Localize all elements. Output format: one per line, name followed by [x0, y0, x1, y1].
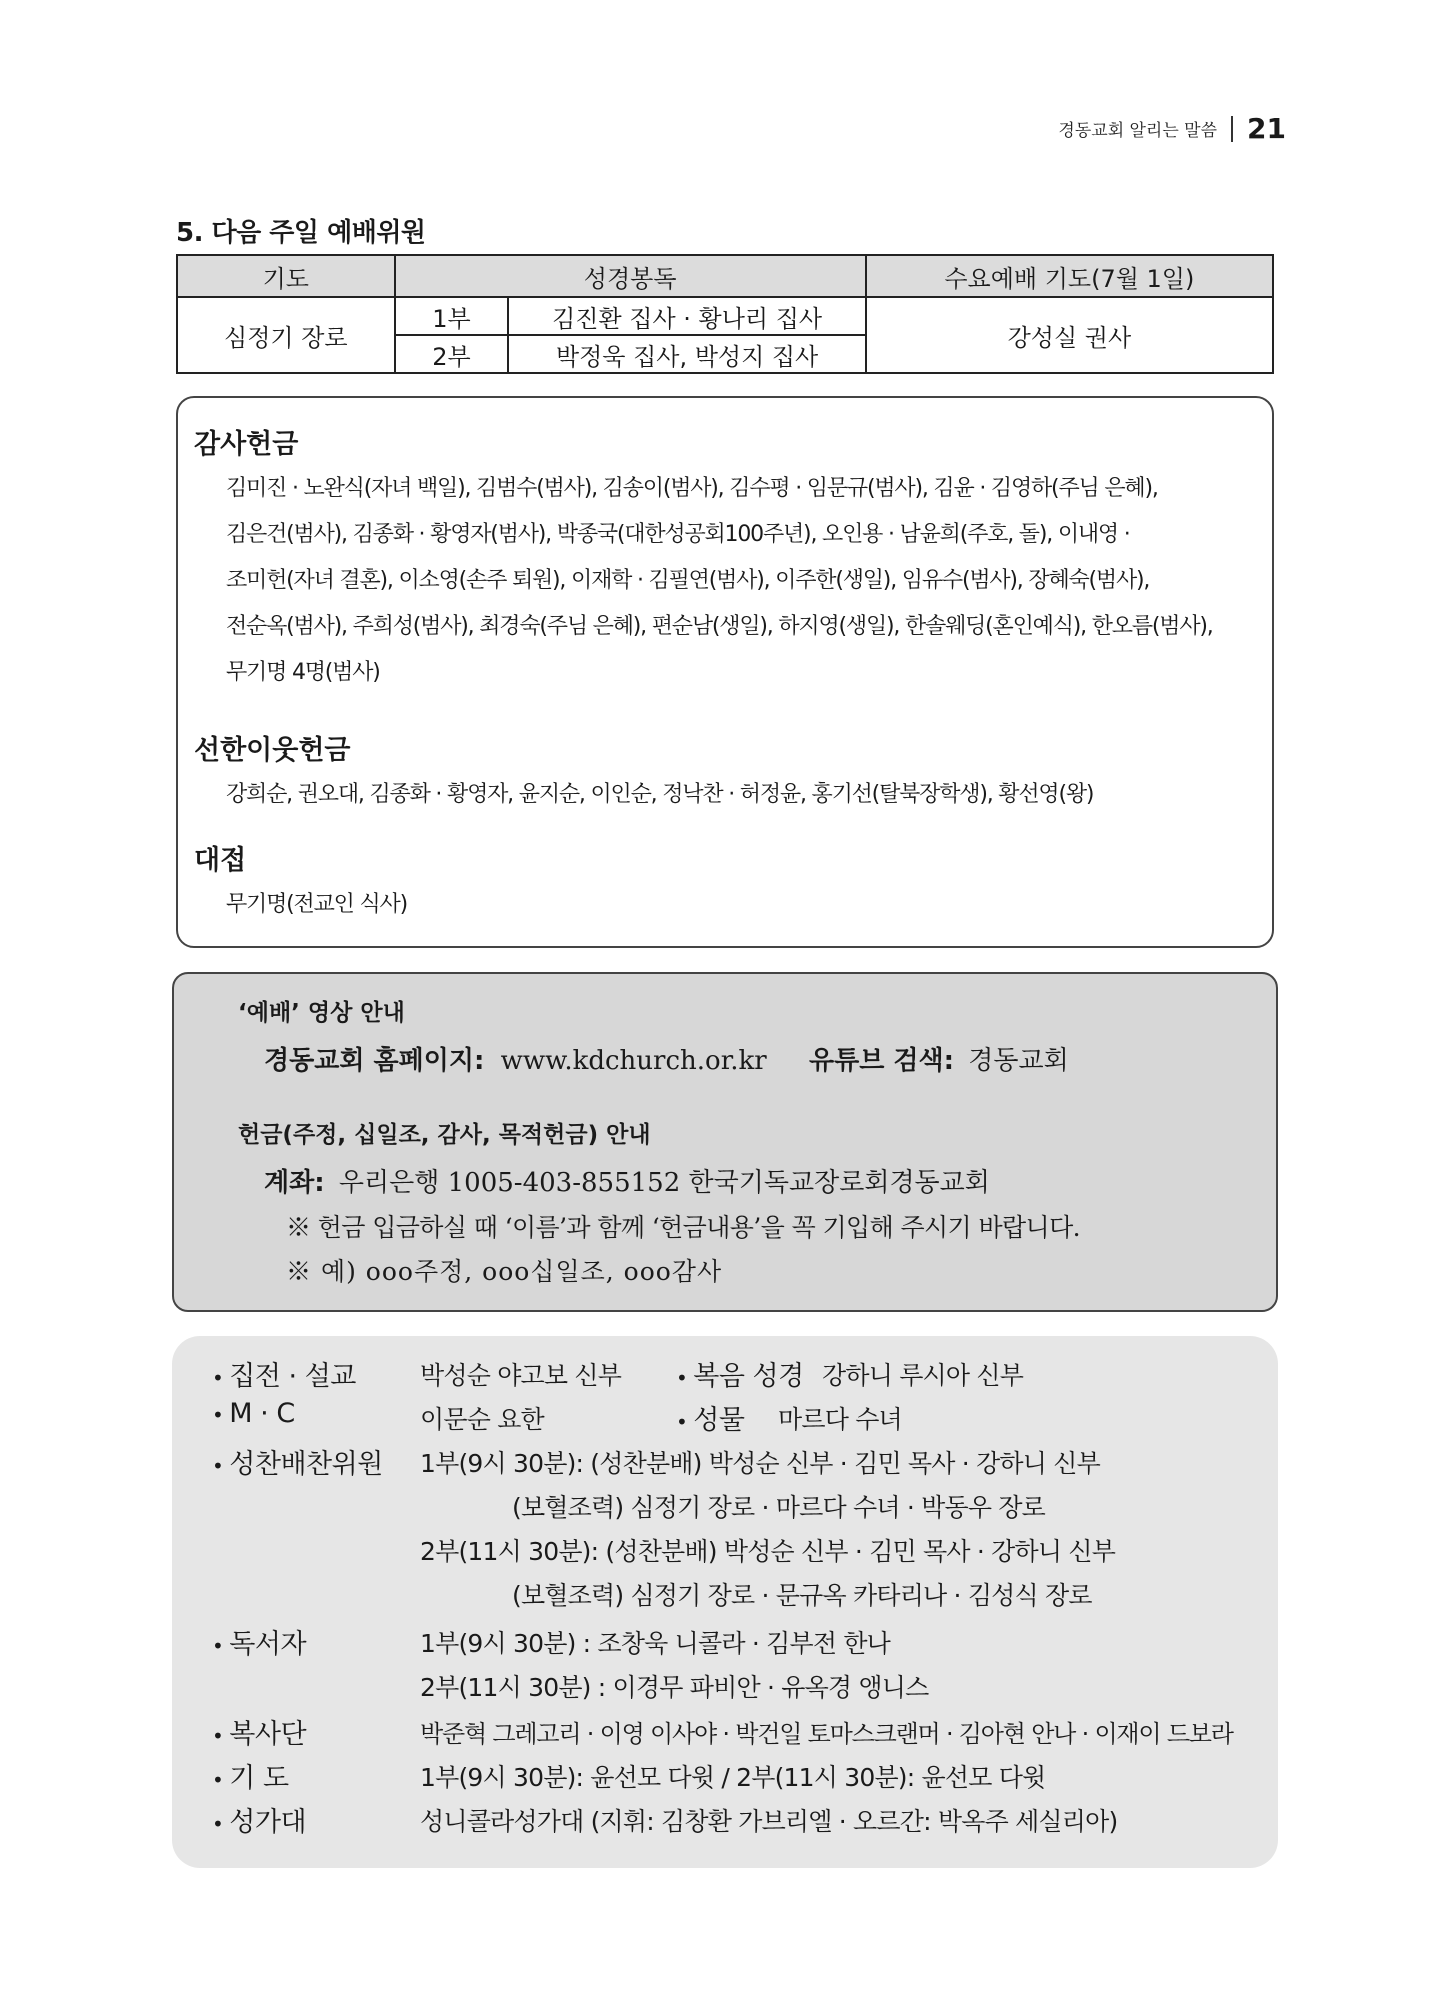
video-links-line	[264, 1040, 1069, 1077]
communion-line: 1부(9시 30분): (성찬분배) 박성순 신부 · 김민 목사 · 강하니 신부	[420, 1449, 1100, 1478]
bullet: •	[676, 1366, 688, 1390]
label-text: 집전 · 설교	[229, 1361, 356, 1392]
youtube-label: 유튜브 검색:	[809, 1046, 955, 1076]
offering-value: 마르다 수녀	[778, 1405, 902, 1434]
label-text: 기 도	[229, 1763, 289, 1794]
page-number: 21	[1247, 112, 1286, 145]
prayer-label	[212, 1756, 289, 1795]
label-text: 복음 성경	[693, 1361, 804, 1392]
offering-example: ※ 예) ooo주정, ooo십일조, ooo감사	[286, 1257, 723, 1286]
reader-line: 1부(9시 30분) : 조창욱 니콜라 · 김부전 한나	[420, 1629, 891, 1658]
offering-note: ※ 헌금 입금하실 때 ‘이름’과 함께 ‘헌금내용’을 꼭 기입해 주시기 바랍니다.	[286, 1213, 1081, 1242]
header-title: 경동교회 알리는 말씀	[1058, 121, 1218, 141]
account-label: 계좌:	[264, 1168, 325, 1198]
mc-label	[212, 1398, 295, 1429]
bullet: •	[212, 1634, 224, 1658]
choir-value: 성니콜라성가대 (지휘: 김창환 가브리엘 · 오르간: 박옥주 세실리아)	[420, 1807, 1118, 1836]
thanks-offering-heading: 감사헌금	[194, 429, 299, 460]
celebrant-value: 박성순 야고보 신부	[420, 1361, 622, 1390]
homepage-label: 경동교회 홈페이지:	[264, 1046, 485, 1076]
server-value: 박준혁 그레고리 · 이영 이사야 · 박건일 토마스크랜머 · 김아현 안나 · 이재이 드보라	[420, 1720, 1233, 1748]
gospel-label	[676, 1354, 804, 1393]
section-title: 5. 다음 주일 예배위원	[176, 218, 426, 248]
hospitality-line: 무기명(전교인 식사)	[226, 892, 407, 917]
offerings-box	[176, 396, 1274, 948]
worship-committee-table	[176, 254, 1274, 374]
list-item: 전순옥(범사), 주희성(범사), 최경숙(주님 은혜), 편순남(생일), 하지영(생일), 한솔웨딩(혼인예식), 한오름(범사),	[226, 614, 1213, 639]
account-line	[264, 1162, 990, 1199]
table-row	[177, 297, 1273, 335]
server-label	[212, 1712, 306, 1751]
prayer-value: 1부(9시 30분): 윤선모 다윗 / 2부(11시 30분): 윤선모 다윗	[420, 1763, 1046, 1792]
reader-names-cell: 박정욱 집사, 박성지 집사	[508, 335, 865, 373]
neighbor-offering-line: 강희순, 권오대, 김종화 · 황영자, 윤지순, 이인순, 정낙찬 · 허정윤, 홍기선(탈북장학생), 황선영(왕)	[226, 782, 1094, 807]
list-item: 조미헌(자녀 결혼), 이소영(손주 퇴원), 이재학 · 김필연(범사), 이주한(생일), 임유수(범사), 장혜숙(범사),	[226, 568, 1150, 593]
neighbor-offering-heading: 선한이웃헌금	[194, 735, 351, 766]
video-guide-title: ‘예배’ 영상 안내	[238, 1000, 405, 1026]
bullet: •	[212, 1768, 224, 1792]
gospel-value: 강하니 루시아 신부	[822, 1361, 1024, 1390]
celebrant-label	[212, 1354, 356, 1393]
reader-line: 2부(11시 30분) : 이경무 파비안 · 유옥경 앵니스	[420, 1673, 929, 1702]
label-text: 성물	[693, 1405, 745, 1436]
table-header-row	[177, 255, 1273, 297]
youtube-value: 경동교회	[968, 1046, 1069, 1076]
bullet: •	[212, 1454, 224, 1478]
communion-line: 2부(11시 30분): (성찬분배) 박성순 신부 · 김민 목사 · 강하니 신부	[420, 1537, 1116, 1566]
column-header: 성경봉독	[395, 255, 866, 297]
notice-box	[172, 972, 1278, 1312]
hospitality-heading: 대접	[194, 845, 247, 876]
mc-value: 이문순 요한	[420, 1405, 544, 1434]
offering-guide-title: 헌금(주정, 십일조, 감사, 목적헌금) 안내	[238, 1122, 651, 1148]
prayer-cell: 심정기 장로	[177, 297, 395, 373]
bullet: •	[212, 1403, 224, 1427]
wednesday-prayer-cell: 강성실 권사	[866, 297, 1273, 373]
account-value: 우리은행 1005-403-855152 한국기독교장로회경동교회	[338, 1168, 990, 1198]
homepage-url[interactable]: www.kdchurch.or.kr	[500, 1046, 767, 1076]
bullet: •	[212, 1724, 224, 1748]
communion-label	[212, 1442, 383, 1481]
session-cell: 1부	[395, 297, 509, 335]
header-divider	[1231, 116, 1233, 142]
offering-label	[676, 1398, 744, 1437]
label-text: 성찬배찬위원	[229, 1449, 383, 1480]
column-header: 기도	[177, 255, 395, 297]
list-item: 김은건(범사), 김종화 · 황영자(범사), 박종국(대한성공회100주년), 오인용 · 남윤희(주호, 돌), 이내영 ·	[226, 522, 1130, 547]
list-item: 김미진 · 노완식(자녀 백일), 김범수(범사), 김송이(범사), 김수평 · 임문규(범사), 김윤 · 김영하(주님 은혜),	[226, 476, 1158, 501]
reader-label	[212, 1622, 306, 1661]
label-text: 성가대	[229, 1807, 307, 1838]
reader-names-cell: 김진환 집사 · 황나리 집사	[508, 297, 865, 335]
choir-label	[212, 1800, 306, 1839]
bullet: •	[212, 1812, 224, 1836]
list-item: 무기명 4명(범사)	[226, 660, 380, 685]
column-header: 수요예배 기도(7월 1일)	[866, 255, 1273, 297]
label-text: 복사단	[229, 1719, 307, 1750]
label-text: 독서자	[229, 1629, 307, 1660]
bullet: •	[212, 1366, 224, 1390]
page-header	[1058, 112, 1286, 145]
thanks-offering-list	[226, 466, 1252, 696]
liturgy-box	[172, 1336, 1278, 1868]
communion-line: (보혈조력) 심정기 장로 · 문규옥 카타리나 · 김성식 장로	[512, 1581, 1092, 1610]
bullet: •	[676, 1410, 688, 1434]
session-cell: 2부	[395, 335, 509, 373]
label-text: M · C	[229, 1398, 295, 1429]
communion-line: (보혈조력) 심정기 장로 · 마르다 수녀 · 박동우 장로	[512, 1493, 1046, 1522]
